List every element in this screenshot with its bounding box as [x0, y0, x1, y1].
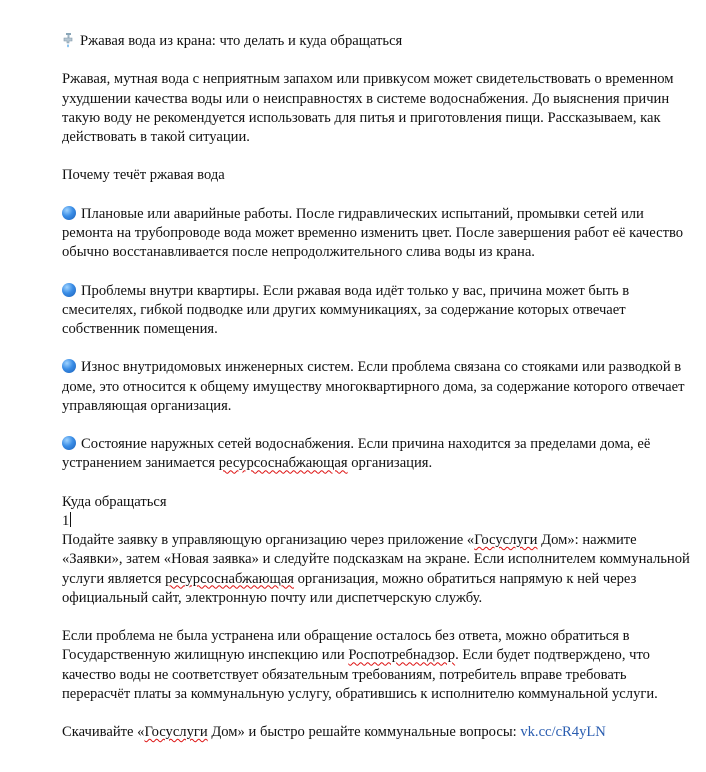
apply-text: Дом»: нажмите «Заявки», затем «Новая заявка» и следуйте подсказкам на экране. Если исполнителем коммунальной услуги является [62, 532, 690, 587]
spellcheck-word: ресурсоснабжающая [165, 570, 294, 587]
document-title [62, 32, 692, 51]
text-cursor [70, 512, 71, 527]
complaint-text: . Если будет подтверждено, что качество воды не соответствует обязательным требованиям, потребитель вправе требовать перерасчёт платы за коммунальную услугу, обратившись к исполнителю коммунальной услуги. [62, 647, 658, 702]
section-heading-where: Куда обращаться [62, 493, 167, 510]
document-body [62, 32, 692, 742]
blue-circle-icon [62, 436, 76, 450]
spellcheck-word: ресурсоснабжающая [218, 455, 348, 472]
cause-item-4 [62, 435, 692, 473]
apply-text: Подайте заявку в управляющую организацию через приложение « [62, 532, 475, 549]
cause-item-text: Плановые или аварийные работы. После гидравлических испытаний, промывки сетей или ремонта на трубопроводе вода может временно изменить цвет. После завершения работ её качество обычно восстанавливается после непродолжительного слива воды из крана. [62, 205, 684, 261]
cause-item-text: Состояние наружных сетей водоснабжения. Если причина находится за пределами дома, её устранением занимается [62, 436, 651, 472]
complaint-text: Если проблема не была устранена или обращение осталось без ответа, можно обратиться в Государственную жилищную инспекцию или [62, 628, 630, 664]
spellcheck-word: Госуслуги [474, 532, 538, 549]
cause-item-3 [62, 358, 692, 416]
title-text: Ржавая вода из крана: что делать и куда обращаться [80, 33, 403, 49]
download-text: Дом» и быстро решайте коммунальные вопросы: [207, 724, 521, 741]
step-number-text: 1 [62, 512, 70, 529]
apply-paragraph [62, 531, 692, 608]
spellcheck-word: Госуслуги [144, 724, 208, 741]
spellcheck-word: Роспотребнадзор [348, 647, 456, 664]
download-link[interactable]: vk.cc/cR4yLN [520, 724, 606, 741]
cause-item-2 [62, 282, 692, 340]
complaint-paragraph [62, 627, 692, 704]
blue-circle-icon [62, 359, 76, 373]
faucet-icon [62, 32, 74, 50]
blue-circle-icon [62, 283, 76, 297]
cause-item-text: Износ внутридомовых инженерных систем. Если проблема связана со стояками или разводкой в доме, это относится к общему имуществу многоквартирного дома, за содержание которого отвечает управляющая организация. [62, 359, 685, 414]
cause-item-1 [62, 205, 692, 263]
step-number[interactable] [62, 512, 692, 531]
apply-text: организация, можно обратиться напрямую к ней через официальный сайт, электронную почту или диспетчерскую службу. [62, 570, 637, 606]
intro-paragraph: Ржавая, мутная вода с неприятным запахом или привкусом может свидетельствовать о временном ухудшении качества воды или о неисправностях в системе водоснабжения. До выяснения причин такую воду не рекомендуется использовать для питья и приготовления пищи. Рассказываем, как действовать в такой ситуации. [62, 71, 674, 145]
blue-circle-icon [62, 206, 76, 220]
cause-item-text: организация. [347, 455, 433, 472]
section-heading-causes: Почему течёт ржавая вода [62, 167, 225, 184]
cause-item-text: Проблемы внутри квартиры. Если ржавая вода идёт только у вас, причина может быть в смесителях, гибкой подводке или других коммуникациях, за содержание которых отвечает собственник помещения. [62, 282, 630, 337]
download-text: Скачивайте « [62, 724, 145, 741]
download-paragraph [62, 723, 692, 742]
